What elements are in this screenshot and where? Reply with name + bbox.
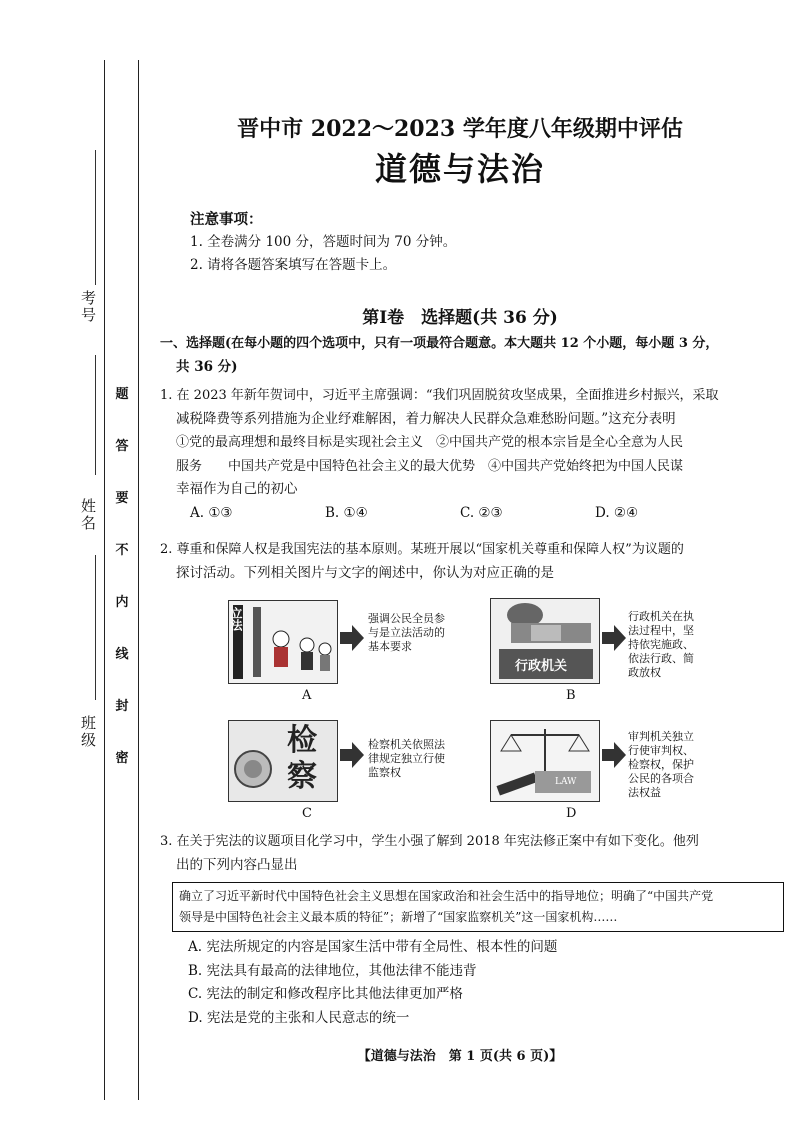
q3-box-line: 确立了习近平新时代中国特色社会主义思想在国家政治和社会生活中的指导地位；明确了“中国共产党 [179, 889, 714, 903]
seal-char: 内 [115, 595, 129, 610]
binding-line-outer [104, 60, 105, 1100]
arrow-icon [602, 625, 626, 651]
q1-option-c: C. ②③ [460, 504, 503, 521]
panel-b-img-text: 行政机关 [515, 659, 568, 674]
q1-option-d: D. ②④ [595, 504, 639, 521]
class-label: 班级 [79, 715, 97, 749]
q3-material-box [172, 882, 784, 932]
panel-d-img-text: LAW [555, 777, 577, 787]
page-footer: 【道德与法治 第 1 页(共 6 页)】 [357, 1049, 563, 1064]
exam-no-label: 考号 [79, 290, 97, 324]
q3-line: 3. 在关于宪法的议题项目化学习中，学生小强了解到 2018 年宪法修正案中有如下变化。他列 [160, 834, 699, 849]
q1-line: ①党的最高理想和最终目标是实现社会主义 ②中国共产党的根本宗旨是全心全意为人民 [176, 435, 684, 450]
arrow-icon [340, 625, 364, 651]
seal-notice [112, 385, 132, 801]
panel-a-image [228, 600, 338, 684]
section-instruction [160, 332, 785, 379]
q3-options [188, 936, 557, 1030]
seal-char: 线 [115, 647, 129, 662]
q3-line: 出的下列内容凸显出 [176, 856, 298, 873]
seal-char: 封 [115, 699, 129, 714]
q1-line: 减税降费等系列措施为企业纾难解困，着力解决人民群众急难愁盼问题。”这充分表明 [176, 410, 676, 427]
section-title: 第Ⅰ卷 选择题(共 36 分) [362, 308, 558, 328]
instruction-line: 一、选择题(在每小题的四个选项中，只有一项最符合题意。本大题共 12 个小题，每小题 3 分， [160, 336, 719, 351]
panel-d-letter: D [566, 806, 577, 821]
notes-heading: 注意事项： [190, 211, 263, 228]
binding-line-inner [138, 60, 139, 1100]
q1-options [160, 502, 780, 526]
notes-block [190, 208, 456, 277]
seal-char: 不 [115, 543, 129, 558]
panel-c-caption: 检察机关依照法律规定独立行使监察权 [368, 738, 445, 779]
exam-no-underline [95, 150, 96, 285]
scales-of-justice-icon [491, 721, 599, 801]
name-underline [95, 355, 96, 475]
q3-option-d: D. 宪法是党的主张和人民意志的统一 [188, 1009, 410, 1026]
panel-d-image [490, 720, 600, 802]
q3-box-line: 领导是中国特色社会主义最本质的特征”；新增了“国家监察机关”这一国家机构…… [179, 910, 618, 924]
q3-option-b: B. 宪法具有最高的法律地位，其他法律不能违背 [188, 962, 477, 979]
panel-a-letter: A [302, 688, 312, 703]
name-label: 姓名 [79, 498, 97, 532]
q3-option-a: A. 宪法所规定的内容是国家生活中带有全局性、根本性的问题 [188, 939, 558, 955]
q1-line: 1. 在 2023 年新年贺词中，习近平主席强调：“我们巩固脱贫攻坚成果，全面推进乡村振兴，采取 [160, 388, 719, 403]
exam-title: 晋中市 2022～2023 学年度八年级期中评估 [237, 116, 683, 142]
seal-char: 要 [115, 491, 129, 506]
seal-char: 题 [115, 387, 129, 402]
panel-a-img-text: 立法 [229, 607, 243, 631]
notes-item: 2. 请将各题答案填写在答题卡上。 [190, 257, 397, 273]
subject-title: 道德与法治 [374, 150, 545, 188]
instruction-line: 共 36 分) [176, 358, 238, 375]
panel-c-img-text: 检察 [287, 723, 317, 794]
question-3 [160, 830, 780, 877]
q3-option-c: C. 宪法的制定和修改程序比其他法律更加严格 [188, 986, 463, 1002]
q1-line: 幸福作为自己的初心 [176, 481, 298, 497]
notes-item: 1. 全卷满分 100 分，答题时间为 70 分钟。 [190, 234, 457, 250]
panel-c-image [228, 720, 338, 802]
q1-line: 服务 中国共产党是中国特色社会主义的最大优势 ④中国共产党始终把为中国人民谋 [176, 458, 684, 474]
panel-b-letter: B [566, 688, 576, 703]
arrow-icon [340, 742, 364, 768]
q1-option-b: B. ①④ [325, 504, 368, 521]
panel-d-caption: 审判机关独立行使审判权、检察权，保护公民的各项合法权益 [628, 730, 694, 799]
cartoon-people-icon [229, 601, 337, 683]
panel-b-caption: 行政机关在执法过程中，坚持依宪施政、依法行政、简政放权 [628, 610, 694, 679]
seal-char: 密 [115, 751, 129, 766]
arrow-icon [602, 742, 626, 768]
panel-b-image [490, 598, 600, 684]
question-1 [160, 384, 780, 525]
seal-char: 答 [115, 439, 129, 454]
question-2 [160, 538, 780, 585]
q2-line: 2. 尊重和保障人权是我国宪法的基本原则。某班开展以“国家机关尊重和保障人权”为议题的 [160, 542, 684, 557]
panel-a-caption: 强调公民全员参与是立法活动的基本要求 [368, 612, 445, 653]
q1-option-a: A. ①③ [190, 504, 233, 521]
q2-line: 探讨活动。下列相关图片与文字的阐述中，你认为对应正确的是 [176, 564, 554, 581]
class-underline [95, 555, 96, 700]
panel-c-letter: C [302, 806, 312, 821]
